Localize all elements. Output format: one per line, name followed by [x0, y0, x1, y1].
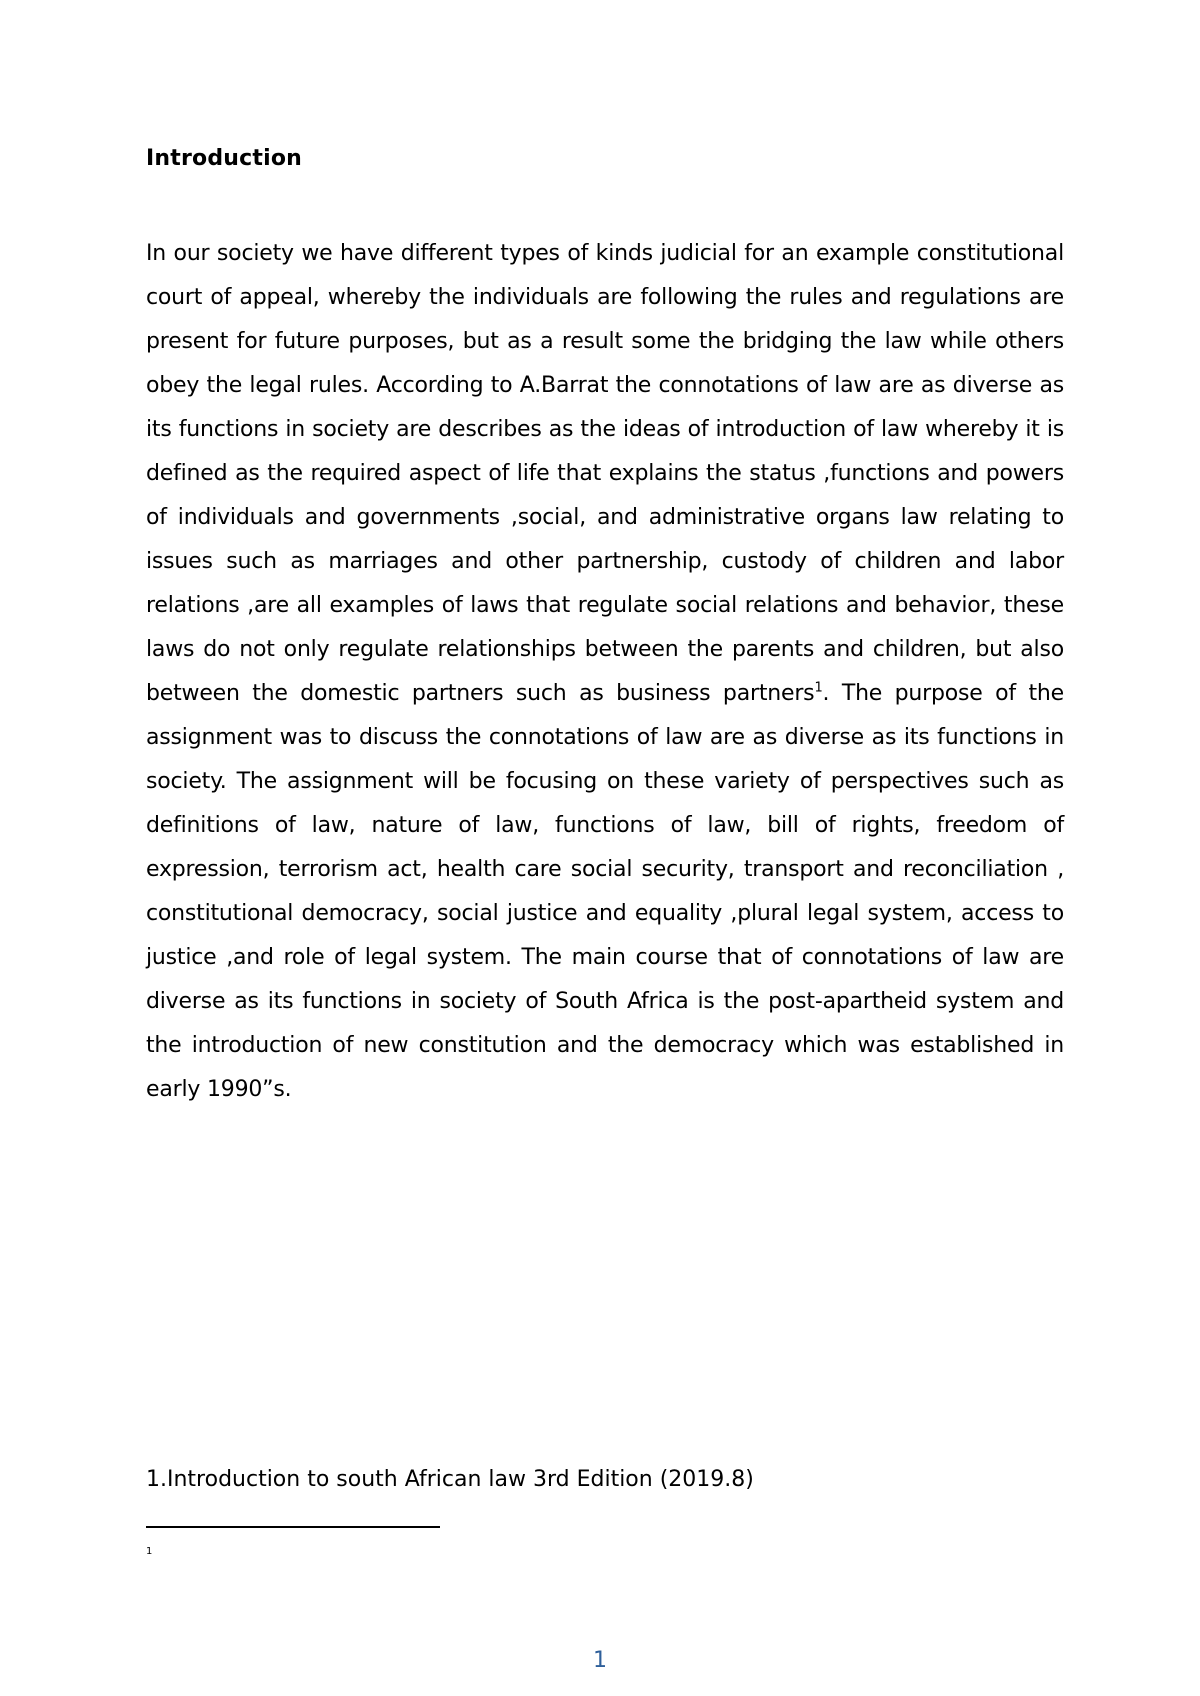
reference-citation: 1.Introduction to south African law 3rd Edition (2019.8)	[146, 1467, 754, 1492]
page-number: 1	[593, 1648, 607, 1673]
body-text-part-1: In our society we have different types of kinds judicial for an example constitutional court of appeal, whereby the individuals are following the rules and regulations are present for future purposes, but as a result some the bridging the law while others obey the legal rules. According to A.Barrat the connotations of law are as diverse as its functions in society are describes as the ideas of introduction of law whereby it is defined as the required aspect of life that explains the status ,functions and powers of individuals and governments ,social, and administrative organs law relating to issues such as marriages and other partnership, custody of children and labor relations ,are all examples of laws that regulate social relations and behavior, these laws do not only regulate relationships between the parents and children, but also between the domestic partners such as business partners	[146, 241, 1064, 706]
section-heading: Introduction	[146, 146, 303, 171]
body-text-part-2: . The purpose of the assignment was to discuss the connotations of law are as diverse as its functions in society. The assignment will be focusing on these variety of perspectives such as definitions of law, nature of law, functions of law, bill of rights, freedom of expression, terrorism act, health care social security, transport and reconciliation , constitutional democracy, social justice and equality ,plural legal system, access to justice ,and role of legal system. The main course that of connotations of law are diverse as its functions in society of South Africa is the post-apartheid system and the introduction of new constitution and the democracy which was established in early 1990”s.	[146, 681, 1064, 1102]
footnote-reference: 1	[814, 680, 823, 696]
footnote-separator	[146, 1526, 440, 1528]
footnote-marker: 1	[146, 1546, 153, 1557]
body-paragraph	[146, 232, 1064, 1112]
